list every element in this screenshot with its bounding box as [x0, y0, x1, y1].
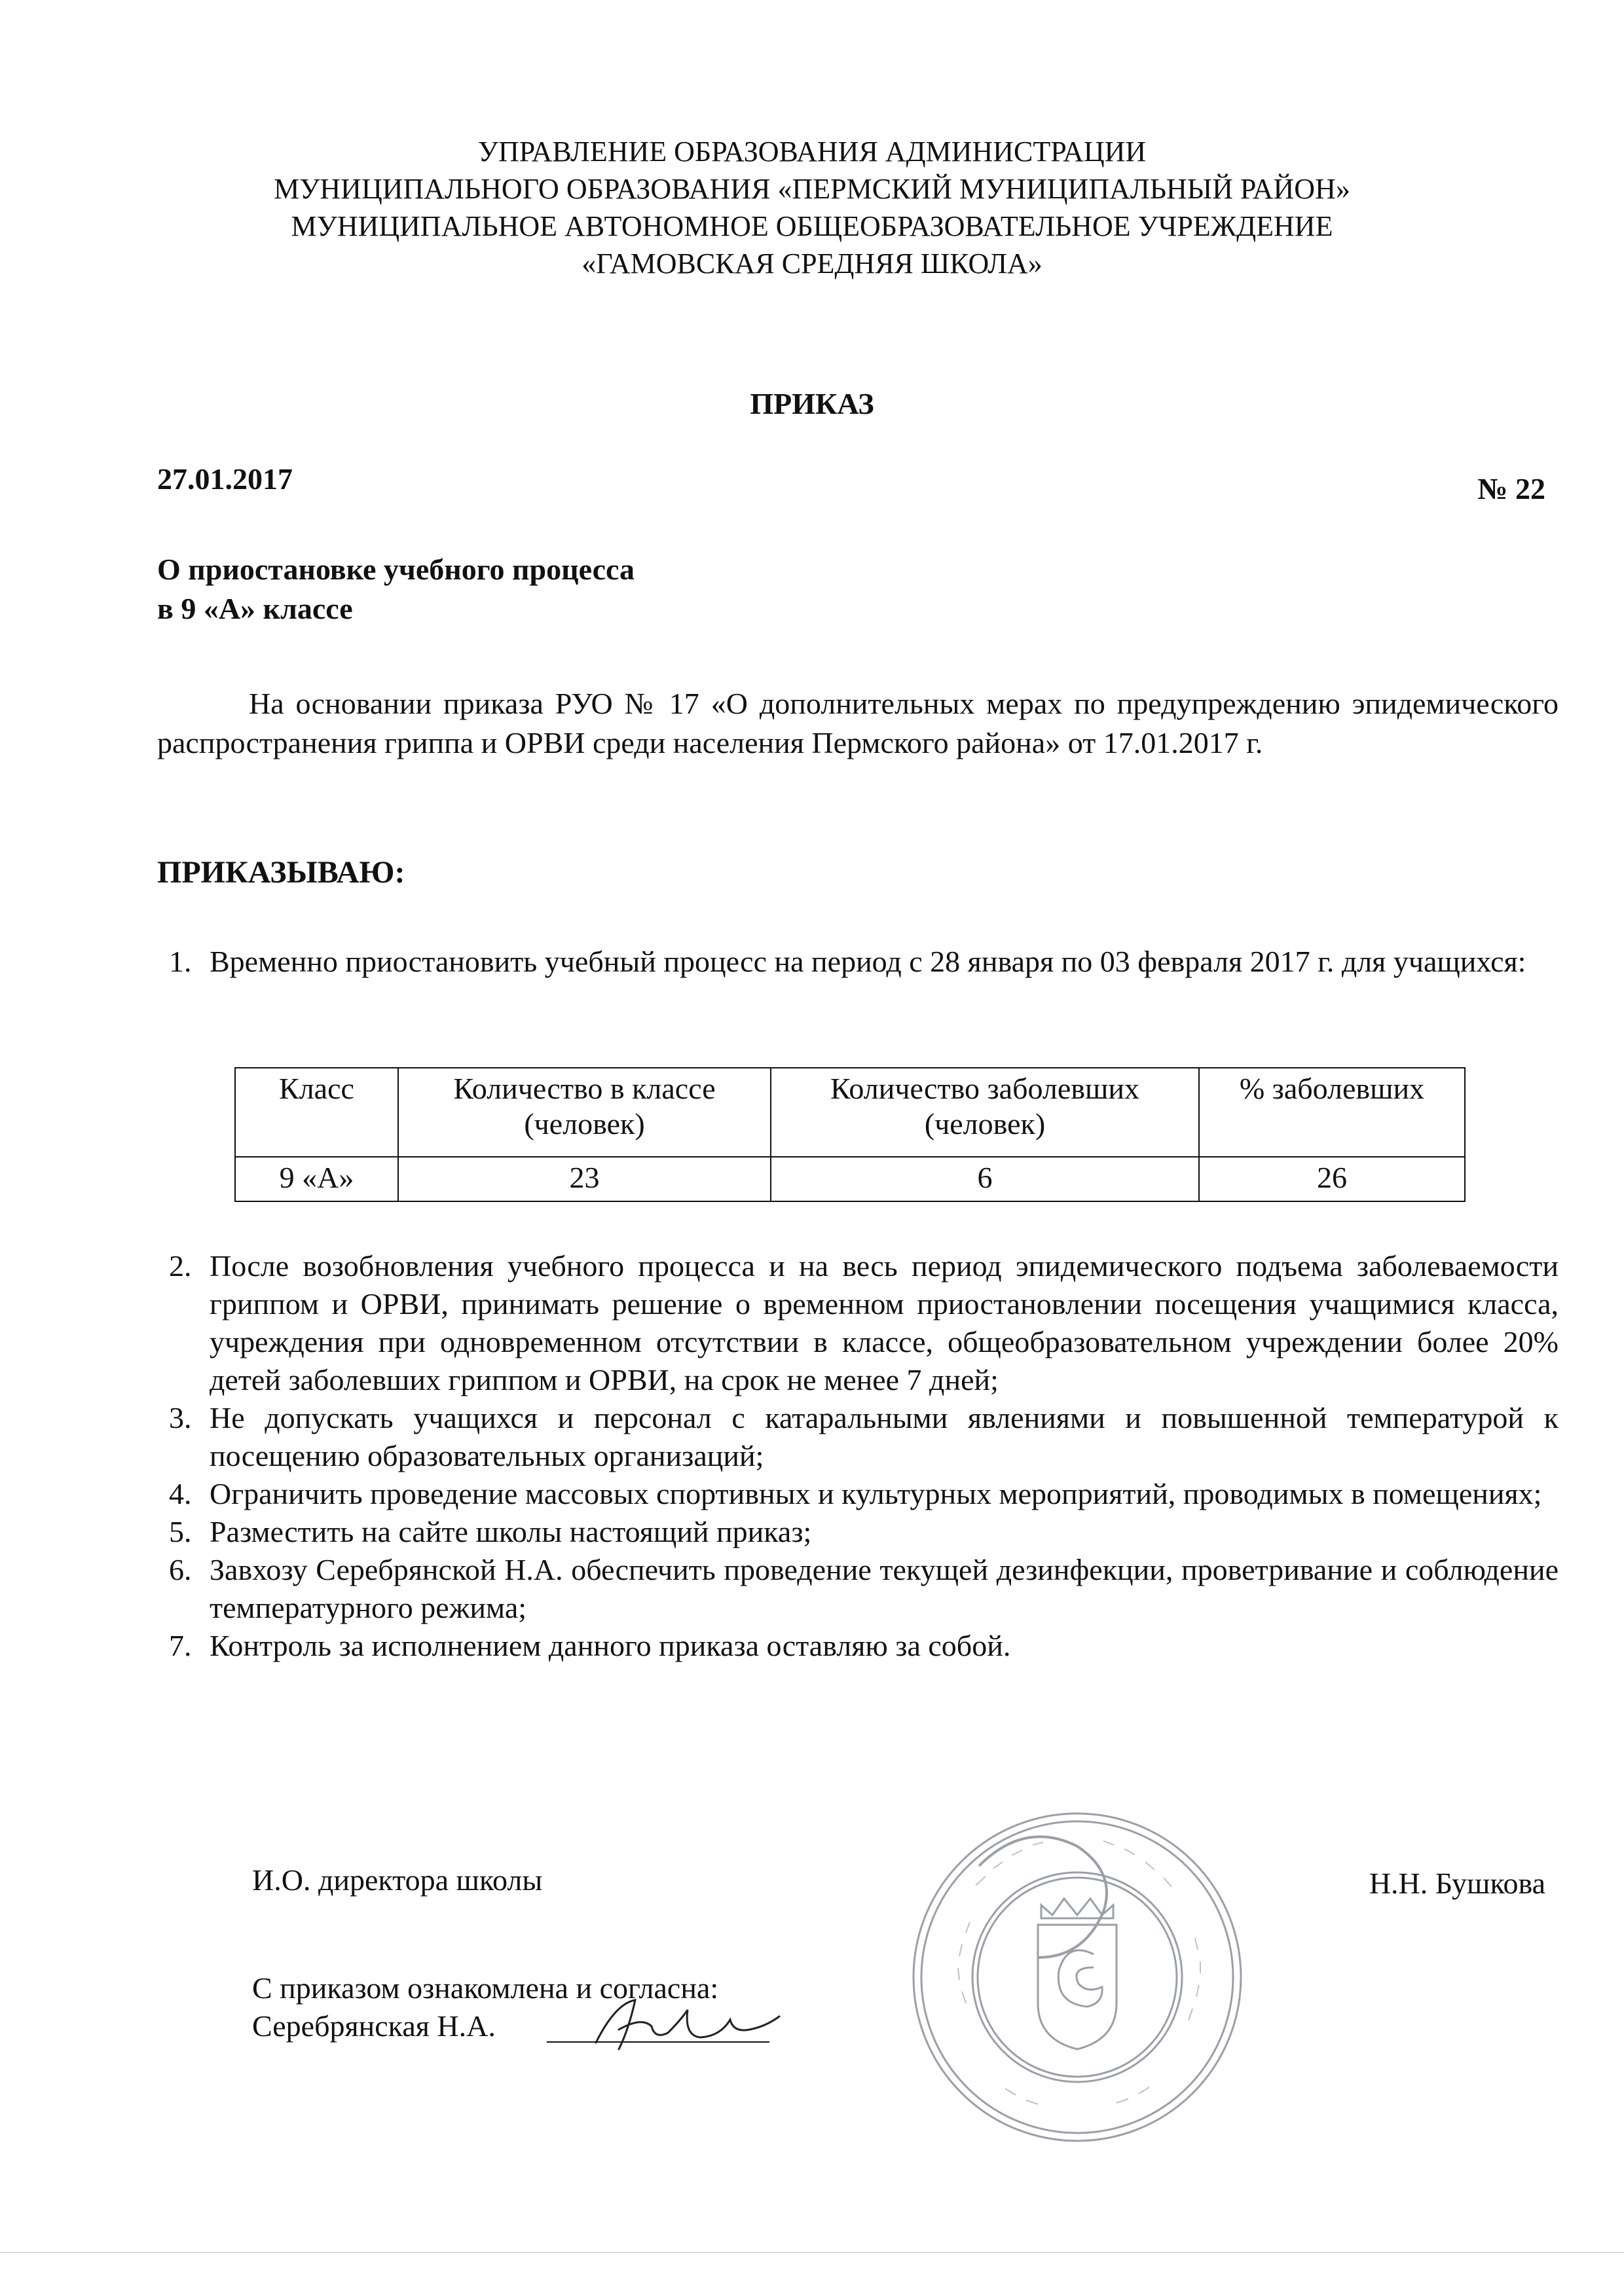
list-item — [169, 1513, 1559, 1551]
handwritten-signature — [589, 1990, 786, 2062]
item-text: Завхозу Серебрянской Н.А. обеспечить проведение текущей дезинфекции, проветривание и соблюдение температурного режима; — [210, 1553, 1559, 1624]
list-item — [169, 1247, 1559, 1399]
order-items-part-1 — [169, 943, 1559, 981]
table-cell: 26 — [1199, 1157, 1465, 1201]
list-item — [169, 1475, 1559, 1513]
item-number: 3. — [169, 1401, 192, 1434]
document-date: 27.01.2017 — [157, 462, 293, 496]
table-header-row — [235, 1068, 1465, 1157]
item-text: Временно приостановить учебный процесс на период с 28 января по 03 февраля 2017 г. для учащихся: — [210, 945, 1526, 978]
header-text: Количество в классе — [453, 1072, 716, 1105]
header-line-3: МУНИЦИПАЛЬНОЕ АВТОНОМНОЕ ОБЩЕОБРАЗОВАТЕЛЬНОЕ УЧРЕЖДЕНИЕ — [291, 210, 1333, 242]
item-text: Ограничить проведение массовых спортивных и культурных мероприятий, проводимых в помещениях; — [210, 1477, 1542, 1510]
header-text: Количество заболевших — [830, 1072, 1139, 1105]
signer-name: Н.Н. Бушкова — [1369, 1867, 1545, 1900]
order-heading: ПРИКАЗЫВАЮ: — [157, 855, 405, 890]
acknowledgement-line-2: Серебрянская Н.А. — [252, 2009, 496, 2043]
document-subject — [157, 550, 635, 629]
header-line-4: «ГАМОВСКАЯ СРЕДНЯЯ ШКОЛА» — [581, 247, 1043, 280]
table-header-cell — [235, 1068, 398, 1157]
signer-position: И.О. директора школы — [252, 1863, 543, 1897]
subject-line-2: в 9 «А» классе — [157, 592, 353, 625]
basis-paragraph: На основании приказа РУО № 17 «О дополнительных мерах по предупреждению эпидемического распространения гриппа и ОРВИ среди населения Пермского района» от 17.01.2017 г. — [157, 687, 1559, 759]
header-text: % заболевших — [1239, 1072, 1425, 1105]
item-number: 4. — [169, 1477, 192, 1510]
list-item — [169, 1399, 1559, 1475]
table-row — [235, 1157, 1465, 1201]
subject-line-1: О приостановке учебного процесса — [157, 553, 635, 586]
table-header-cell — [771, 1068, 1199, 1157]
item-number: 1. — [169, 945, 192, 978]
header-line-2: МУНИЦИПАЛЬНОГО ОБРАЗОВАНИЯ «ПЕРМСКИЙ МУНИЦИПАЛЬНЫЙ РАЙОН» — [274, 173, 1350, 205]
header-text-2: (человек) — [924, 1107, 1046, 1140]
header-line-1: УПРАВЛЕНИЕ ОБРАЗОВАНИЯ АДМИНИСТРАЦИИ — [477, 136, 1147, 168]
item-number: 6. — [169, 1553, 192, 1586]
item-text: Контроль за исполнением данного приказа оставляю за собой. — [210, 1629, 1011, 1662]
list-item — [169, 1627, 1559, 1665]
item-number: 2. — [169, 1249, 192, 1283]
list-item — [169, 943, 1559, 981]
item-number: 7. — [169, 1629, 192, 1662]
table-header-cell — [1199, 1068, 1465, 1157]
stats-table — [234, 1067, 1466, 1202]
order-items-part-2 — [169, 1247, 1559, 1665]
acknowledgement-line-1: С приказом ознакомлена и согласна: — [252, 1971, 719, 2005]
item-text: Разместить на сайте школы настоящий приказ; — [210, 1515, 812, 1548]
scan-edge-line — [0, 2252, 1624, 2253]
table-header-cell — [398, 1068, 771, 1157]
list-item — [169, 1551, 1559, 1627]
table-cell: 23 — [398, 1157, 771, 1201]
item-text: Не допускать учащихся и персонал с катаральными явлениями и повышенной температурой к посещению образовательных организаций; — [210, 1401, 1559, 1472]
header-text: Класс — [279, 1072, 354, 1105]
item-text: После возобновления учебного процесса и на весь период эпидемического подъема заболеваемости гриппом и ОРВИ, принимать решение о временном приостановлении посещения учащимися класса, учреждения при одновременном отсутствии в классе, общеобразовательном учреждении более 20% детей заболевших гриппом и ОРВИ, на срок не менее 7 дней; — [210, 1249, 1559, 1396]
table-cell: 9 «А» — [235, 1157, 398, 1201]
document-title: ПРИКАЗ — [750, 387, 874, 420]
official-stamp — [907, 1807, 1247, 2147]
table-cell: 6 — [771, 1157, 1199, 1201]
document-number: № 22 — [1477, 472, 1545, 505]
header-text-2: (человек) — [524, 1107, 645, 1140]
item-number: 5. — [169, 1515, 192, 1548]
